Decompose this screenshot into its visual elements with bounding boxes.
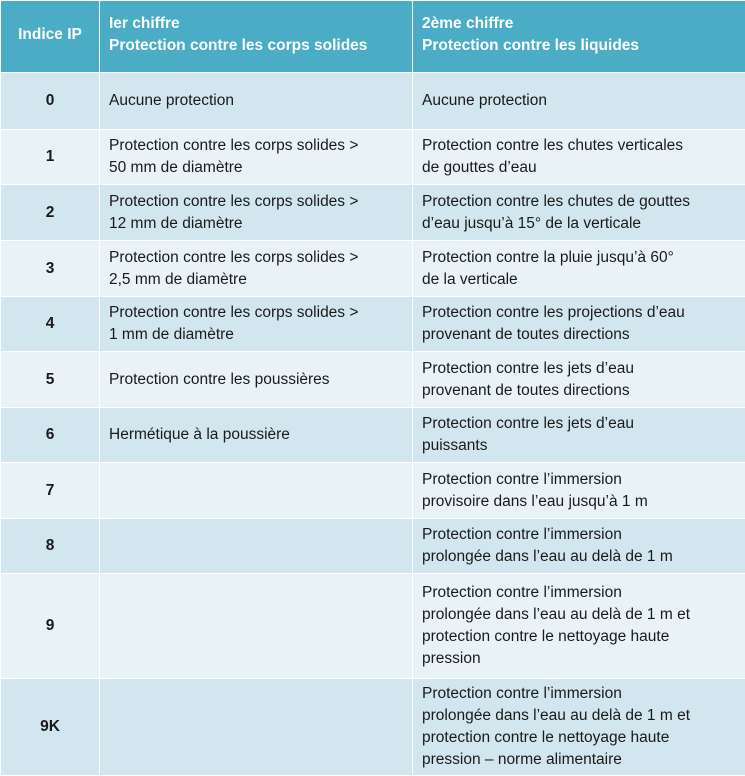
table-row (1, 352, 745, 408)
table-row (1, 185, 745, 241)
solids-protection-cell (100, 408, 413, 463)
liquids-protection-cell-line: provenant de toutes directions (422, 380, 741, 402)
liquids-protection-cell-line: de la verticale (422, 269, 741, 291)
solids-protection-cell-line: 1 mm de diamètre (109, 324, 408, 346)
liquids-protection-cell (413, 408, 745, 463)
solids-protection-cell (100, 679, 413, 776)
liquids-protection-cell-line: Protection contre l’immersion (422, 582, 741, 604)
solids-protection-cell-line: Protection contre les corps solides > (109, 191, 408, 213)
liquids-protection-cell-line: protection contre le nettoyage haute (422, 727, 741, 749)
liquids-protection-cell (413, 463, 745, 519)
liquids-protection-cell-line: Protection contre les jets d’eau (422, 358, 741, 380)
ip-index-cell: 3 (1, 241, 100, 297)
table-row (1, 241, 745, 297)
ip-index-cell: 6 (1, 408, 100, 463)
table-row (1, 574, 745, 679)
solids-protection-cell (100, 519, 413, 574)
ip-index-cell: 5 (1, 352, 100, 408)
liquids-protection-cell (413, 519, 745, 574)
ip-index-cell: 1 (1, 130, 100, 185)
table-header-row (1, 1, 745, 73)
solids-protection-cell-line: 50 mm de diamètre (109, 157, 408, 179)
liquids-protection-cell-line: Protection contre les jets d’eau (422, 413, 741, 435)
solids-protection-cell (100, 297, 413, 352)
liquids-protection-cell-line: Protection contre l’immersion (422, 683, 741, 705)
liquids-protection-cell-line: Protection contre l’immersion (422, 469, 741, 491)
table-row (1, 519, 745, 574)
solids-protection-cell (100, 185, 413, 241)
table-row (1, 679, 745, 776)
solids-protection-cell-line: 2,5 mm de diamètre (109, 269, 408, 291)
liquids-protection-cell (413, 130, 745, 185)
liquids-protection-cell (413, 241, 745, 297)
liquids-protection-cell (413, 352, 745, 408)
ip-index-cell: 8 (1, 519, 100, 574)
solids-protection-cell (100, 352, 413, 408)
solids-protection-cell-line: Hermétique à la poussière (109, 424, 408, 446)
table-row (1, 297, 745, 352)
solids-protection-cell-line: Protection contre les corps solides > (109, 247, 408, 269)
liquids-protection-cell-line: Protection contre les chutes verticales (422, 135, 741, 157)
table-row (1, 408, 745, 463)
ip-index-cell: 9K (1, 679, 100, 776)
solids-protection-cell-line: Aucune protection (109, 90, 408, 112)
liquids-protection-cell-line: protection contre le nettoyage haute (422, 626, 741, 648)
ip-index-cell: 4 (1, 297, 100, 352)
liquids-protection-cell (413, 297, 745, 352)
liquids-protection-cell (413, 73, 745, 130)
solids-protection-cell (100, 574, 413, 679)
solids-protection-cell-line: Protection contre les corps solides > (109, 135, 408, 157)
liquids-protection-cell-line: prolongée dans l’eau au delà de 1 m et (422, 705, 741, 727)
liquids-protection-cell-line: puissants (422, 435, 741, 457)
header-second-digit-subtitle: Protection contre les liquides (422, 35, 741, 57)
ip-index-cell: 7 (1, 463, 100, 519)
solids-protection-cell-line: 12 mm de diamètre (109, 213, 408, 235)
liquids-protection-cell-line: provisoire dans l’eau jusqu’à 1 m (422, 491, 741, 513)
liquids-protection-cell (413, 185, 745, 241)
liquids-protection-cell (413, 574, 745, 679)
ip-index-cell: 2 (1, 185, 100, 241)
solids-protection-cell (100, 130, 413, 185)
solids-protection-cell (100, 463, 413, 519)
liquids-protection-cell-line: pression (422, 648, 741, 670)
liquids-protection-cell-line: Protection contre les projections d’eau (422, 302, 741, 324)
liquids-protection-cell-line: Protection contre l’immersion (422, 524, 741, 546)
liquids-protection-cell-line: provenant de toutes directions (422, 324, 741, 346)
liquids-protection-cell-line: Aucune protection (422, 90, 741, 112)
solids-protection-cell (100, 241, 413, 297)
solids-protection-cell (100, 73, 413, 130)
header-first-digit (100, 1, 413, 73)
liquids-protection-cell-line: d’eau jusqu’à 15° de la verticale (422, 213, 741, 235)
header-second-digit-title: 2ème chiffre (422, 13, 741, 35)
liquids-protection-cell-line: prolongée dans l’eau au delà de 1 m (422, 546, 741, 568)
liquids-protection-cell (413, 679, 745, 776)
solids-protection-cell-line: Protection contre les poussières (109, 369, 408, 391)
liquids-protection-cell-line: Protection contre la pluie jusqu’à 60° (422, 247, 741, 269)
header-second-digit (413, 1, 745, 73)
liquids-protection-cell-line: Protection contre les chutes de gouttes (422, 191, 741, 213)
header-first-digit-title: Ier chiffre (109, 13, 408, 35)
header-first-digit-subtitle: Protection contre les corps solides (109, 35, 408, 57)
table-row (1, 73, 745, 130)
liquids-protection-cell-line: prolongée dans l’eau au delà de 1 m et (422, 604, 741, 626)
table-row (1, 130, 745, 185)
ip-index-cell: 0 (1, 73, 100, 130)
ip-index-cell: 9 (1, 574, 100, 679)
header-index: Indice IP (1, 1, 100, 73)
table-body (1, 73, 745, 776)
liquids-protection-cell-line: pression – norme alimentaire (422, 749, 741, 771)
liquids-protection-cell-line: de gouttes d’eau (422, 157, 741, 179)
solids-protection-cell-line: Protection contre les corps solides > (109, 302, 408, 324)
table-row (1, 463, 745, 519)
